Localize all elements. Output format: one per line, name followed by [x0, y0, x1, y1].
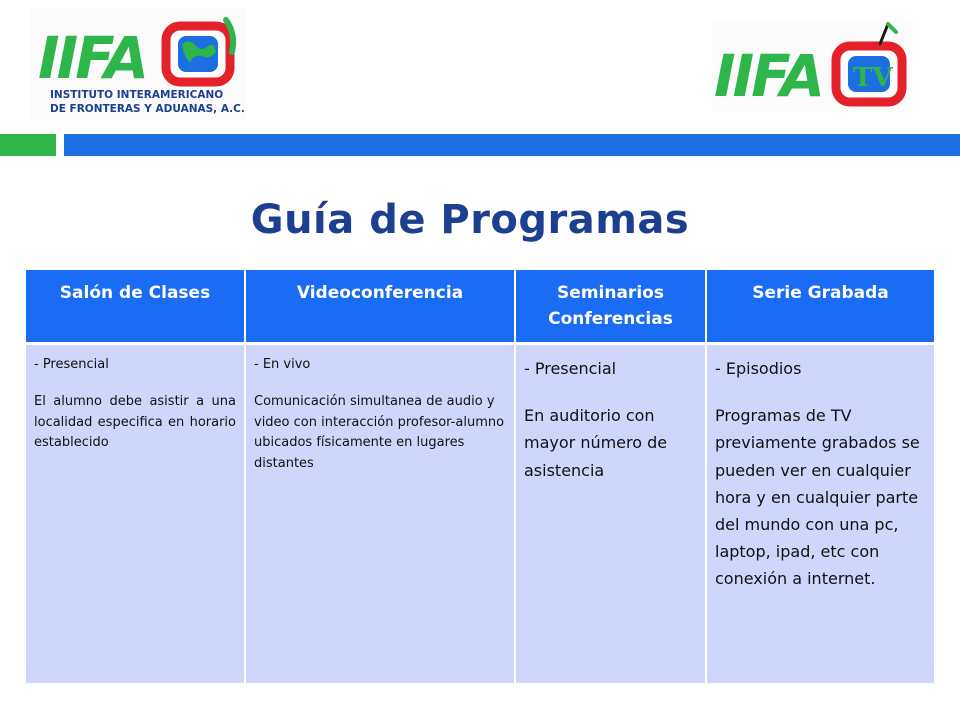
cell-body: En auditorio con mayor número de asistencia	[524, 406, 668, 480]
programs-table	[26, 270, 934, 683]
iifa-logo-graphic	[30, 8, 245, 120]
cell-body: Comunicación simultanea de audio y video con interacción profesor-alumno ubicados físicamente en lugares distantes	[254, 393, 505, 472]
cell-body: Programas de TV previamente grabados se pueden ver en cualquier hora y en cualquier parte del mundo con una pc, laptop, ipad, etc con conexión a internet.	[715, 406, 920, 589]
iifa-tv-wordmark: IIFA	[714, 42, 823, 110]
header-label: Conferencias	[548, 309, 673, 330]
header-label: Seminarios	[557, 283, 664, 303]
cell-title: - En vivo	[254, 357, 311, 372]
cell-serie-grabada	[706, 344, 934, 684]
antenna-tip-icon	[888, 24, 896, 32]
header-label: Serie Grabada	[752, 283, 889, 303]
page-title: Guía de Programas	[250, 197, 690, 243]
cell-salon-de-clases	[26, 344, 245, 684]
iifa-tv-logo-graphic	[712, 20, 912, 112]
cell-title: - Episodios	[715, 359, 802, 378]
header-seminarios-conferencias	[515, 270, 706, 344]
iifa-tv-logo	[712, 20, 912, 112]
antenna-icon	[880, 24, 888, 44]
accent-bar-blue	[64, 134, 960, 156]
iifa-logo	[30, 8, 245, 120]
table-row	[26, 344, 934, 684]
iifa-wordmark: IIFA	[38, 24, 147, 92]
cell-body: El alumno debe asistir a una localidad especifica en horario establecido	[34, 393, 236, 451]
cell-seminarios-conferencias	[515, 344, 706, 684]
header-label: Videoconferencia	[296, 283, 464, 303]
tv-letters: TV	[853, 63, 893, 93]
table-header-row	[26, 270, 934, 344]
logo-line-1: INSTITUTO INTERAMERICANO	[50, 89, 224, 101]
logo-line-2: DE FRONTERAS Y ADUANAS, A.C.	[50, 103, 245, 115]
cell-title: - Presencial	[524, 359, 617, 378]
header-salon-de-clases	[26, 270, 245, 344]
cell-title: - Presencial	[34, 357, 109, 372]
header-label: Salón de Clases	[59, 283, 211, 303]
header-videoconferencia	[245, 270, 515, 344]
accent-bar-green	[0, 134, 56, 156]
header-serie-grabada	[706, 270, 934, 344]
cell-videoconferencia	[245, 344, 515, 684]
